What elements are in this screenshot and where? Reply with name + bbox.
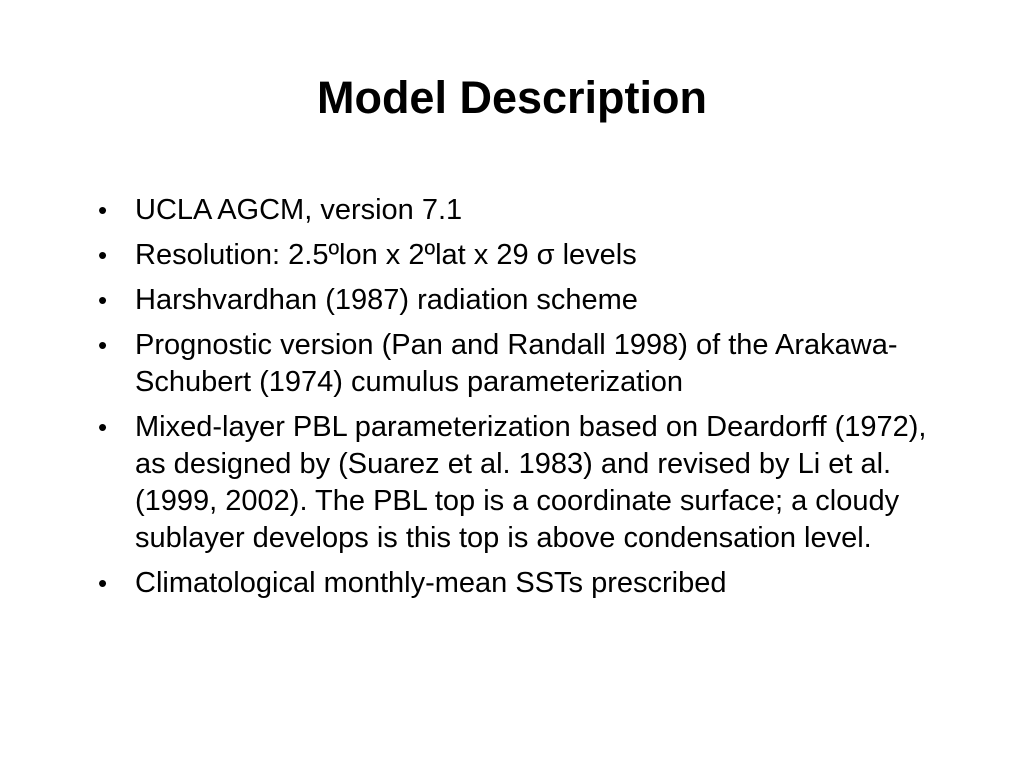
- bullet-list: [96, 192, 956, 610]
- bullet-item: [96, 565, 956, 602]
- bullet-item: [96, 409, 956, 557]
- bullet-text: Prognostic version (Pan and Randall 1998) of the Arakawa-Schubert (1974) cumulus parameterization: [135, 329, 898, 398]
- bullet-icon: •: [98, 285, 108, 315]
- bullet-item: [96, 192, 956, 229]
- bullet-item: [96, 282, 956, 319]
- bullet-text: Resolution: 2.5ºlon x 2ºlat x 29 σ levels: [135, 239, 637, 271]
- bullet-item: [96, 327, 956, 401]
- bullet-item: [96, 237, 956, 274]
- bullet-text: Mixed-layer PBL parameterization based on Deardorff (1972), as designed by (Suarez et al. 1983) and revised by Li et al. (1999, 2002). The PBL top is a coordinate surface; a cloudy sublayer develops is this top is above condensation level.: [135, 411, 927, 554]
- bullet-icon: •: [98, 195, 108, 225]
- bullet-icon: •: [98, 330, 108, 360]
- slide-title: Model Description: [316, 72, 708, 123]
- bullet-text: Harshvardhan (1987) radiation scheme: [135, 284, 638, 316]
- bullet-icon: •: [98, 568, 108, 598]
- bullet-text: UCLA AGCM, version 7.1: [135, 194, 463, 226]
- bullet-icon: •: [98, 412, 108, 442]
- bullet-text: Climatological monthly-mean SSTs prescribed: [135, 567, 727, 599]
- bullet-icon: •: [98, 240, 108, 270]
